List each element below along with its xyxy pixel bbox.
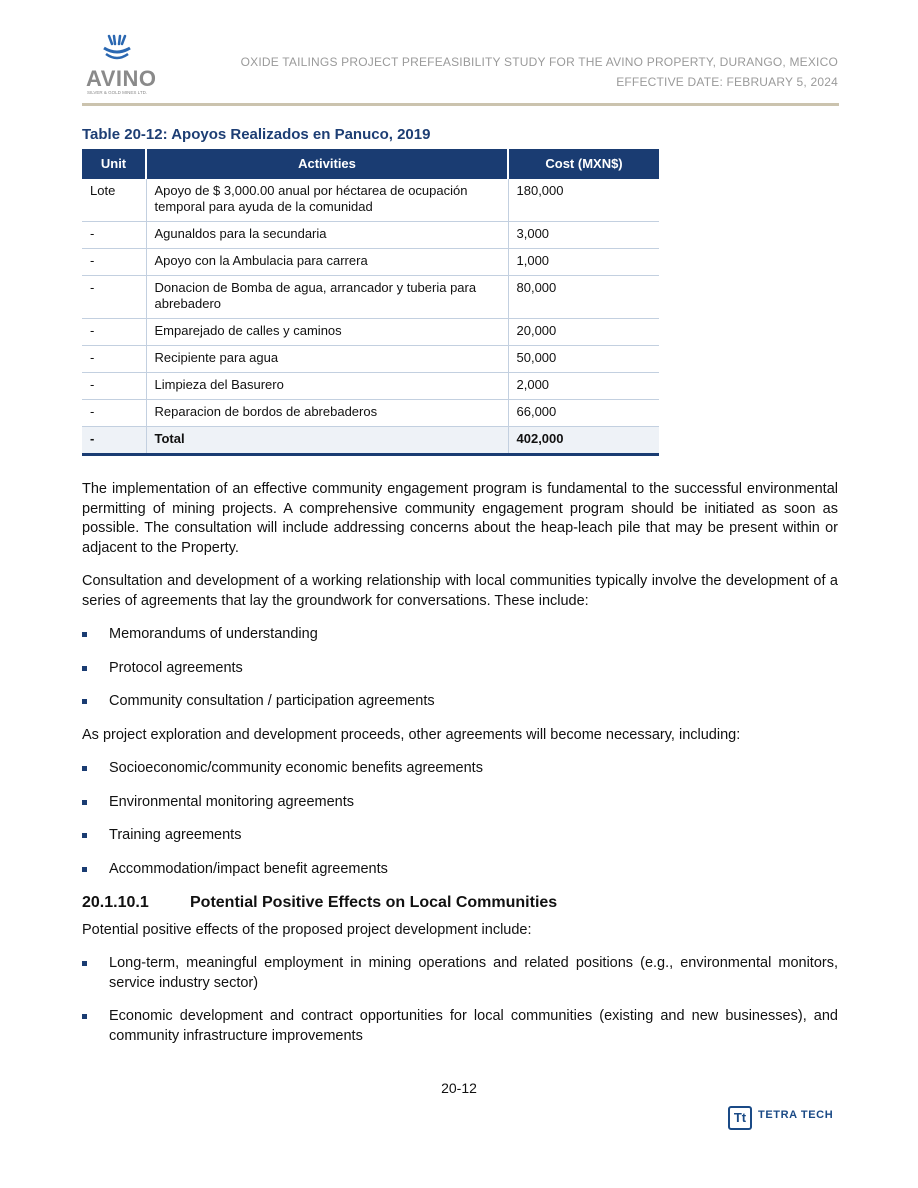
list-item-text: Accommodation/impact benefit agreements bbox=[109, 860, 388, 877]
avino-emblem-icon bbox=[102, 34, 132, 64]
cell-unit: - bbox=[82, 249, 146, 276]
cell-activity: Recipiente para agua bbox=[146, 346, 508, 373]
list-item-text: Economic development and contract opportunities for local communities (existing and new businesses), and community infrastructure improvements bbox=[109, 1008, 838, 1044]
list-item-text: Socioeconomic/community economic benefits agreements bbox=[109, 760, 483, 776]
list-item-text: Community consultation / participation agreements bbox=[109, 693, 435, 709]
agreements-list bbox=[82, 625, 838, 712]
cell-activity: Emparejado de calles y caminos bbox=[146, 319, 508, 346]
column-header-cost: Cost (MXN$) bbox=[508, 149, 659, 179]
cell-cost: 180,000 bbox=[508, 179, 659, 222]
cell-total-cost: 402,000 bbox=[508, 427, 659, 455]
bullet-icon bbox=[82, 867, 87, 872]
apoyos-table bbox=[82, 149, 659, 456]
logo-wordmark: AVINO bbox=[86, 66, 157, 91]
cell-activity: Donacion de Bomba de agua, arrancador y tuberia para abrebadero bbox=[146, 276, 508, 319]
paragraph: The implementation of an effective community engagement program is fundamental to the successful environmental permitting of mining projects. A comprehensive community engagement program should be initiated as soon as possible. The consultation will include addressing concerns about the heap-leach pile that may be present within or adjacent to the Property. bbox=[82, 481, 838, 556]
cell-cost: 80,000 bbox=[508, 276, 659, 319]
list-item-text: Training agreements bbox=[109, 827, 242, 843]
list-item-text: Environmental monitoring agreements bbox=[109, 793, 355, 810]
cell-unit: - bbox=[82, 276, 146, 319]
table-row bbox=[82, 276, 659, 319]
cell-activity: Apoyo con la Ambulacia para carrera bbox=[146, 249, 508, 276]
list-item bbox=[82, 793, 838, 813]
body-content bbox=[82, 480, 838, 1060]
list-item bbox=[82, 826, 838, 846]
bullet-icon bbox=[82, 800, 87, 805]
table-total-row bbox=[82, 427, 659, 455]
column-header-activities: Activities bbox=[146, 149, 508, 179]
future-agreements-list bbox=[82, 759, 838, 879]
cell-cost: 1,000 bbox=[508, 249, 659, 276]
paragraph: Consultation and development of a working relationship with local communities typically involve the development of a series of agreements that lay the groundwork for conversations. These include: bbox=[82, 573, 838, 609]
header-title bbox=[241, 52, 838, 92]
list-item-text: Memorandums of understanding bbox=[109, 626, 318, 642]
table-row bbox=[82, 346, 659, 373]
logo-subtitle: SILVER & GOLD MINES LTD. bbox=[87, 90, 148, 95]
table-row bbox=[82, 373, 659, 400]
paragraph: Potential positive effects of the proposed project development include: bbox=[82, 921, 532, 938]
page-number: 20-12 bbox=[441, 1080, 477, 1096]
table-row bbox=[82, 319, 659, 346]
section-title: Potential Positive Effects on Local Communities bbox=[190, 894, 558, 911]
bullet-icon bbox=[82, 1014, 87, 1019]
section-number: 20.1.10.1 bbox=[82, 894, 149, 911]
table-row bbox=[82, 222, 659, 249]
cell-cost: 66,000 bbox=[508, 400, 659, 427]
section-heading bbox=[82, 893, 838, 913]
table-title: Table 20-12: Apoyos Realizados en Panuco, 2019 bbox=[82, 126, 431, 143]
cell-activity: Reparacion de bordos de abrebaderos bbox=[146, 400, 508, 427]
table-header-row bbox=[82, 149, 659, 179]
list-item bbox=[82, 1007, 838, 1046]
header-rule bbox=[82, 103, 839, 106]
cell-unit: - bbox=[82, 400, 146, 427]
list-item bbox=[82, 860, 838, 880]
cell-unit: - bbox=[82, 346, 146, 373]
bullet-icon bbox=[82, 961, 87, 966]
cell-cost: 50,000 bbox=[508, 346, 659, 373]
cell-unit: - bbox=[82, 373, 146, 400]
cell-unit: - bbox=[82, 222, 146, 249]
paragraph: As project exploration and development proceeds, other agreements will become necessary, including: bbox=[82, 726, 741, 743]
cell-unit: - bbox=[82, 319, 146, 346]
table-row bbox=[82, 400, 659, 427]
page-header bbox=[82, 34, 838, 106]
list-item bbox=[82, 954, 838, 993]
column-header-unit: Unit bbox=[82, 149, 146, 179]
bullet-icon bbox=[82, 766, 87, 771]
list-item-text: Long-term, meaningful employment in mining operations and related positions (e.g., environmental monitors, service industry sector) bbox=[109, 955, 838, 991]
list-item-text: Protocol agreements bbox=[109, 659, 243, 676]
header-title-line2: EFFECTIVE DATE: FEBRUARY 5, 2024 bbox=[616, 75, 838, 89]
bullet-icon bbox=[82, 833, 87, 838]
table-row bbox=[82, 249, 659, 276]
list-item bbox=[82, 659, 838, 679]
cell-cost: 2,000 bbox=[508, 373, 659, 400]
cell-activity: Apoyo de $ 3,000.00 anual por héctarea de ocupación temporal para ayuda de la comunidad bbox=[146, 179, 508, 222]
tetra-tech-wordmark: TETRA TECH bbox=[758, 1109, 834, 1121]
table-row bbox=[82, 179, 659, 222]
list-item bbox=[82, 625, 838, 645]
positive-effects-list bbox=[82, 954, 838, 1046]
tetra-tech-logo bbox=[728, 1106, 838, 1132]
cell-unit: - bbox=[82, 427, 146, 455]
bullet-icon bbox=[82, 666, 87, 671]
list-item bbox=[82, 759, 838, 779]
cell-cost: 3,000 bbox=[508, 222, 659, 249]
list-item bbox=[82, 692, 838, 712]
header-title-line1: OXIDE TAILINGS PROJECT PREFEASIBILITY STUDY FOR THE AVINO PROPERTY, DURANGO, MEXICO bbox=[240, 55, 838, 69]
bullet-icon bbox=[82, 632, 87, 637]
avino-logo bbox=[86, 34, 162, 98]
cell-activity: Limpieza del Basurero bbox=[146, 373, 508, 400]
bullet-icon bbox=[82, 699, 87, 704]
tetra-tech-mark-icon: Tt bbox=[728, 1106, 752, 1130]
cell-unit: Lote bbox=[82, 179, 146, 222]
cell-total-label: Total bbox=[146, 427, 508, 455]
cell-cost: 20,000 bbox=[508, 319, 659, 346]
cell-activity: Agunaldos para la secundaria bbox=[146, 222, 508, 249]
